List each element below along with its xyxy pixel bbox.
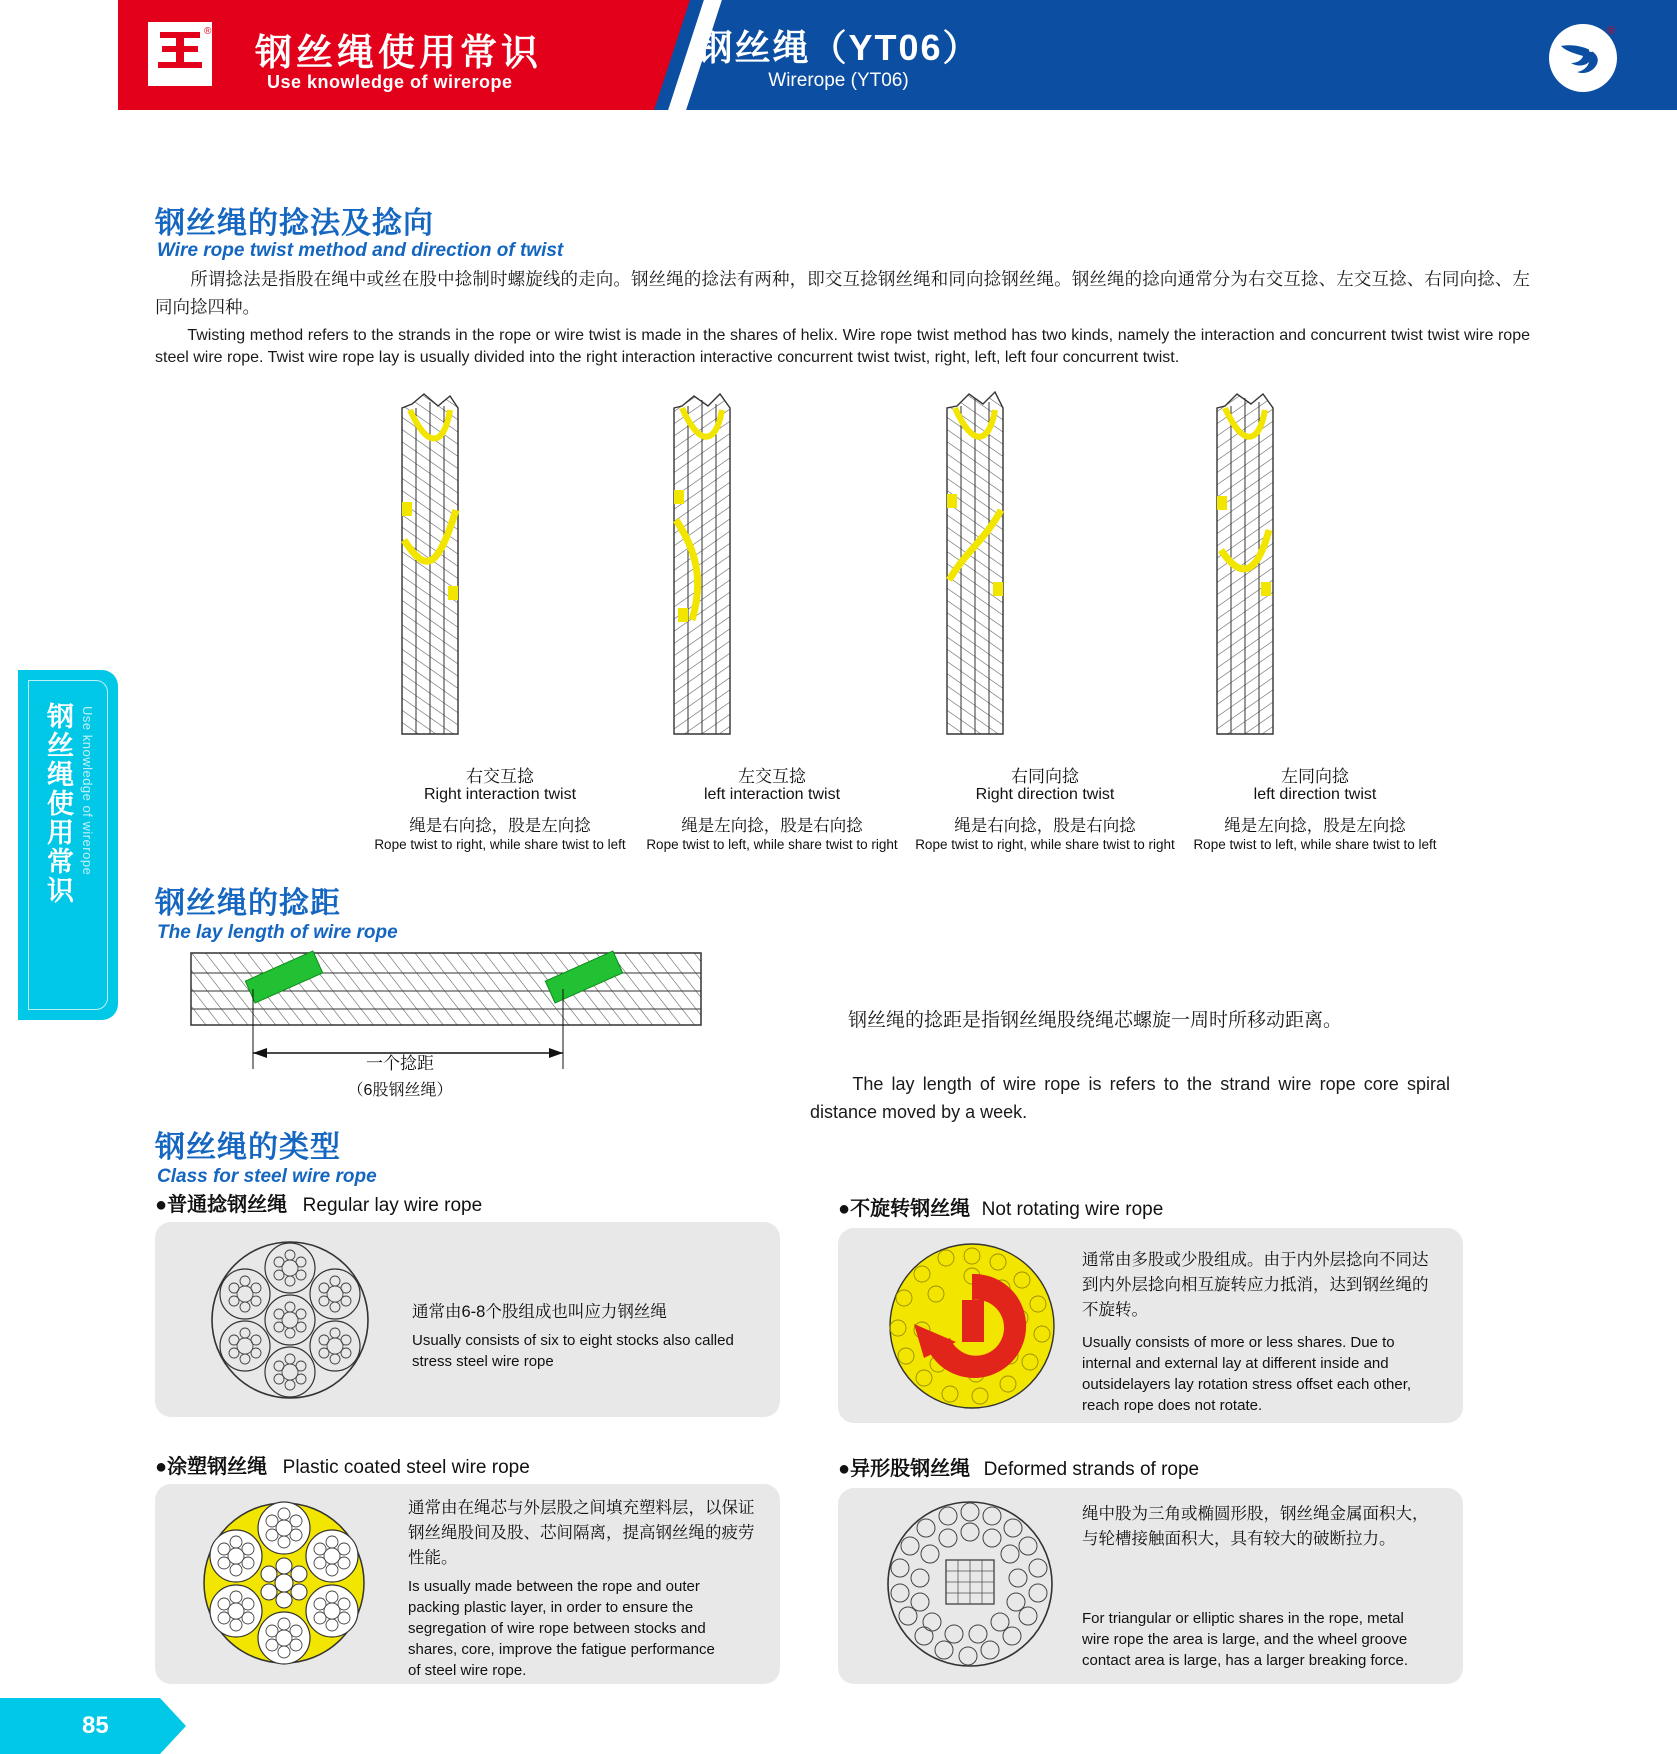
section2-title-cn: 钢丝绳的捻距 [155,887,341,920]
rope-cross-section-regular-icon [195,1238,385,1408]
class-item-1-text-en: Usually consists of six to eight stocks also called stress steel wire rope [412,1332,734,1370]
twist-desc-cn-3: 绳是右向捻，股是右向捻 [954,817,1136,835]
twist-caption-en-2: left interaction twist [703,786,841,803]
header-left-title-en: Use knowledge of wirerope [267,72,513,92]
page-number: 85 [82,1712,109,1739]
header-left-title-cn: 钢丝绳使用常识 [255,32,542,73]
twist-figure-3 [915,390,1175,852]
section2-title-en: The lay length of wire rope [157,922,398,943]
class-item-3-heading-en: Plastic coated steel wire rope [282,1457,530,1478]
rope-diagram-right-direction [925,390,1025,750]
rope-cross-section-nonrotating-icon [880,1238,1065,1418]
side-tab-label-en: Use knowledge of wirerope [80,706,95,876]
class-item-4-text-cn: 绳中股为三角或椭圆形股，钢丝绳金属面积大，与轮槽接触面积大，具有较大的破断拉力。 [1082,1505,1429,1548]
twist-caption-cn-4: 左同向捻 [1281,767,1349,786]
twist-desc-en-2: Rope twist to left, while share twist to right [646,837,898,852]
twist-desc-en-4: Rope twist to left, while share twist to left [1193,837,1437,852]
class-item-2-heading [838,1192,1163,1221]
footer-bar [0,1698,160,1754]
twist-desc-cn-1: 绳是右向捻，股是左向捻 [409,817,591,835]
twist-caption-en-3: Right direction twist [975,786,1115,803]
twist-caption-en-1: Right interaction twist [423,786,577,803]
header-center-title-cn: 钢丝绳（YT06） [696,27,981,68]
twist-caption-cn-3: 右同向捻 [1011,767,1079,786]
section1-paragraph-en: Twisting method refers to the strands in the rope or wire twist is made in the shares of helix. Wire rope twist method has two kinds, namely the interaction and concurrent twist twist wire rope steel wire rope. Twist wire rope lay is usually divided into the right interaction interactive concurrent twist twist, right, left, left four concurrent twist. [155,327,1530,366]
class-item-4-text-en: For triangular or elliptic shares in the rope, metal wire rope the area is large, and the wheel groove contact area is large, has a larger breaking force. [1082,1610,1409,1669]
section1-title-en: Wire rope twist method and direction of twist [157,240,564,261]
class-item-3-text-cn: 通常由在绳芯与外层股之间填充塑料层，以保证钢丝绳股间及股、芯间隔离，提高钢丝绳的疲劳性能。 [408,1499,755,1567]
class-item-1-heading-en: Regular lay wire rope [302,1195,483,1216]
page-header [0,0,1677,116]
brand-bird-logo-icon [1541,14,1625,98]
rope-cross-section-plastic-coated-icon [192,1498,377,1673]
rope-diagram-right-interaction [380,390,480,750]
twist-desc-en-1: Rope twist to right, while share twist to left [374,837,626,852]
twist-desc-cn-4: 绳是左向捻，股是左向捻 [1224,817,1406,835]
section3-title-cn: 钢丝绳的类型 [155,1131,341,1164]
lay-length-label-cn: 一个捻距 [366,1054,434,1073]
rope-cross-section-deformed-icon [880,1498,1060,1675]
section2-paragraph-cn: 钢丝绳的捻距是指钢丝绳股绕绳芯螺旋一周时所移动距离。 [810,1010,1343,1031]
twist-desc-cn-2: 绳是左向捻，股是右向捻 [681,817,863,835]
class-item-1-heading [155,1188,482,1217]
class-item-4-heading-en: Deformed strands of rope [983,1459,1200,1480]
class-item-3-heading [155,1450,530,1479]
twist-figures-row [270,390,1470,850]
svg-text:®: ® [1607,25,1616,37]
class-item-3-text-en: Is usually made between the rope and outer packing plastic layer, in order to ensure the segregation of wire rope between stocks and shares, core, improve the fatigue performance of steel wire rope. [408,1578,715,1679]
twist-caption-en-4: left direction twist [1253,786,1377,803]
class-item-1-heading-cn: ●普通捻钢丝绳 [155,1194,288,1216]
class-item-2-text-en: Usually consists of more or less shares. Due to internal and external lay at different inside and outsidelayers lay rotation stress offset each other, reach rope does not rotate. [1082,1334,1412,1414]
class-item-4-heading [838,1452,1199,1481]
class-item-2-heading-en: Not rotating wire rope [981,1199,1164,1220]
class-item-2-heading-cn: ●不旋转钢丝绳 [838,1198,971,1220]
twist-desc-en-3: Rope twist to right, while share twist to right [915,837,1175,852]
rope-diagram-left-direction [1195,390,1295,750]
side-tab [18,670,118,1020]
twist-caption-cn-2: 左交互捻 [738,767,806,786]
side-tab-label-cn: 钢丝绳使用常识 [43,702,73,905]
class-item-2-text-cn: 通常由多股或少股组成。由于内外层捻向不同达到内外层捻向相互旋转应力抵消，达到钢丝绳的不旋转。 [1082,1251,1429,1319]
class-item-1-text-cn: 通常由6-8个股组成也叫应力钢丝绳 [412,1303,667,1321]
section3-title-en: Class for steel wire rope [157,1166,377,1187]
twist-figure-4 [1193,390,1437,852]
section2-paragraph-en: The lay length of wire rope is refers to the strand wire rope core spiral distance moved by a week. [810,1074,1450,1122]
lay-length-sublabel: （6股钢丝绳） [347,1082,453,1099]
header-center-title-en: Wirerope (YT06) [768,70,909,91]
twist-figure-1 [374,390,626,852]
section1-title-cn: 钢丝绳的捻法及捻向 [155,207,434,240]
class-item-3-heading-cn: ●涂塑钢丝绳 [155,1456,268,1478]
rope-diagram-left-interaction [652,390,752,750]
twist-figure-2 [646,390,898,852]
svg-text:®: ® [204,26,212,37]
class-item-4-heading-cn: ●异形股钢丝绳 [838,1458,971,1480]
section1-paragraph-cn: 所谓捻法是指股在绳中或丝在股中捻制时螺旋线的走向。钢丝绳的捻法有两种，即交互捻钢丝绳和同向捻钢丝绳。钢丝绳的捻向通常分为右交互捻、左交互捻、右同向捻、左同向捻四种。 [155,269,1530,317]
footer-arrow [160,1698,186,1754]
twist-caption-cn-1: 右交互捻 [466,767,534,786]
